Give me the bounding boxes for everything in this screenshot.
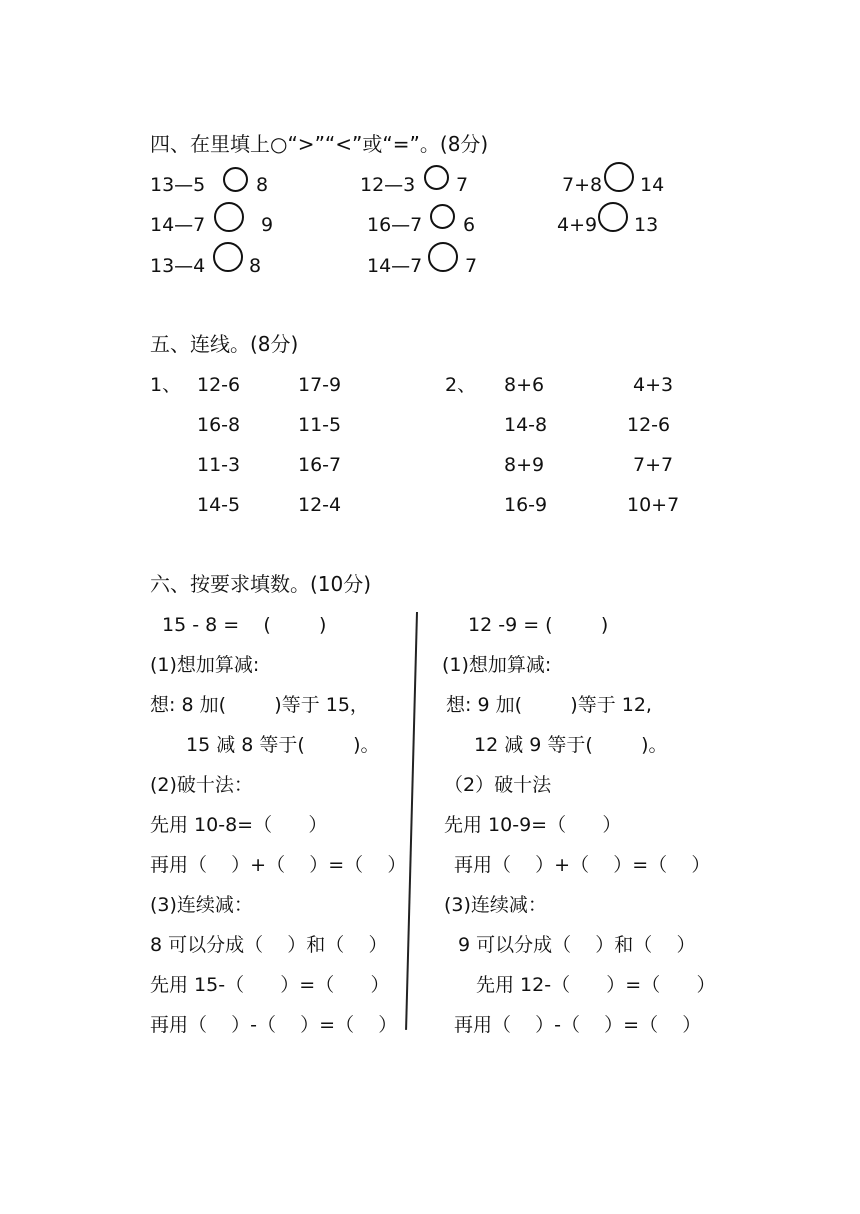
match-item[interactable]: 10+7: [627, 494, 680, 516]
compare-left-3: 7+8: [562, 174, 603, 196]
match-item[interactable]: 7+7: [633, 454, 674, 476]
section-5-title: 五、连线。(8分): [150, 332, 299, 356]
match-item[interactable]: 8+9: [504, 454, 545, 476]
match-item[interactable]: 16-8: [197, 414, 241, 436]
compare-left-6: 4+9: [557, 214, 598, 236]
compare-right-8: 7: [465, 255, 478, 277]
match-item[interactable]: 11-5: [298, 414, 342, 436]
right-step-1-line-2[interactable]: 12 减 9 等于( )。: [474, 734, 668, 756]
left-equation[interactable]: 15 - 8 = ( ): [162, 614, 327, 636]
compare-left-4: 14—7: [150, 214, 206, 236]
left-step-1-line-1[interactable]: 想: 8 加( )等于 15，: [150, 694, 369, 716]
match-item[interactable]: 16-9: [504, 494, 548, 516]
match-item[interactable]: 14-8: [504, 414, 548, 436]
match-group-2-label: 2、: [445, 374, 477, 396]
compare-left-2: 12—3: [360, 174, 416, 196]
compare-circle-8[interactable]: [428, 242, 458, 272]
compare-right-7: 8: [249, 255, 262, 277]
compare-left-8: 14—7: [367, 255, 423, 277]
right-step-3-line-1[interactable]: 9 可以分成（ ）和（ ）: [458, 934, 696, 956]
compare-circle-5[interactable]: [430, 204, 455, 229]
right-step-1-line-1[interactable]: 想: 9 加( )等于 12,: [446, 694, 652, 716]
left-step-2-title: (2)破十法：: [150, 774, 253, 796]
left-step-3-line-1[interactable]: 8 可以分成（ ）和（ ）: [150, 934, 388, 956]
compare-right-4: 9: [261, 214, 274, 236]
left-step-1-title: (1)想加算减:: [150, 654, 260, 676]
right-step-2-title: （2）破十法: [444, 774, 552, 796]
compare-left-5: 16—7: [367, 214, 423, 236]
right-step-2-line-1[interactable]: 先用 10-9=（ ）: [444, 814, 622, 836]
compare-circle-2[interactable]: [424, 165, 449, 190]
left-step-2-line-2[interactable]: 再用（ ）+（ ）=（ ）: [150, 854, 407, 876]
right-step-3-line-2[interactable]: 先用 12-（ ）=（ ）: [476, 974, 716, 996]
compare-circle-3[interactable]: [604, 162, 634, 192]
match-item[interactable]: 12-4: [298, 494, 342, 516]
compare-circle-1[interactable]: [223, 167, 248, 192]
left-step-2-line-1[interactable]: 先用 10-8=（ ）: [150, 814, 328, 836]
compare-right-6: 13: [634, 214, 659, 236]
left-step-3-line-2[interactable]: 先用 15-（ ）=（ ）: [150, 974, 390, 996]
left-step-3-line-3[interactable]: 再用（ ）-（ ）=（ ）: [150, 1014, 398, 1036]
right-step-3-title: (3)连续减：: [444, 894, 547, 916]
match-item[interactable]: 12-6: [627, 414, 671, 436]
match-item[interactable]: 17-9: [298, 374, 342, 396]
compare-circle-7[interactable]: [213, 242, 243, 272]
compare-circle-4[interactable]: [214, 202, 244, 232]
match-group-1-label: 1、: [150, 374, 182, 396]
match-item[interactable]: 11-3: [197, 454, 241, 476]
left-step-3-title: (3)连续减：: [150, 894, 253, 916]
match-item[interactable]: 8+6: [504, 374, 545, 396]
compare-right-5: 6: [463, 214, 476, 236]
right-equation[interactable]: 12 -9 = ( ): [468, 614, 609, 636]
compare-left-1: 13—5: [150, 174, 206, 196]
right-step-3-line-3[interactable]: 再用（ ）-（ ）=（ ）: [454, 1014, 702, 1036]
compare-right-2: 7: [456, 174, 469, 196]
section-6-title: 六、按要求填数。(10分): [150, 572, 372, 596]
match-item[interactable]: 12-6: [197, 374, 241, 396]
match-item[interactable]: 4+3: [633, 374, 674, 396]
section-4-title: 四、在里填上○“>”“<”或“=”。(8分): [150, 132, 489, 156]
match-item[interactable]: 16-7: [298, 454, 342, 476]
left-step-1-line-2[interactable]: 15 减 8 等于( )。: [186, 734, 380, 756]
compare-right-1: 8: [256, 174, 269, 196]
right-step-1-title: (1)想加算减:: [442, 654, 552, 676]
compare-left-7: 13—4: [150, 255, 206, 277]
match-item[interactable]: 14-5: [197, 494, 241, 516]
right-step-2-line-2[interactable]: 再用（ ）+（ ）=（ ）: [454, 854, 711, 876]
compare-circle-6[interactable]: [598, 202, 628, 232]
compare-right-3: 14: [640, 174, 665, 196]
column-divider: [405, 612, 418, 1030]
